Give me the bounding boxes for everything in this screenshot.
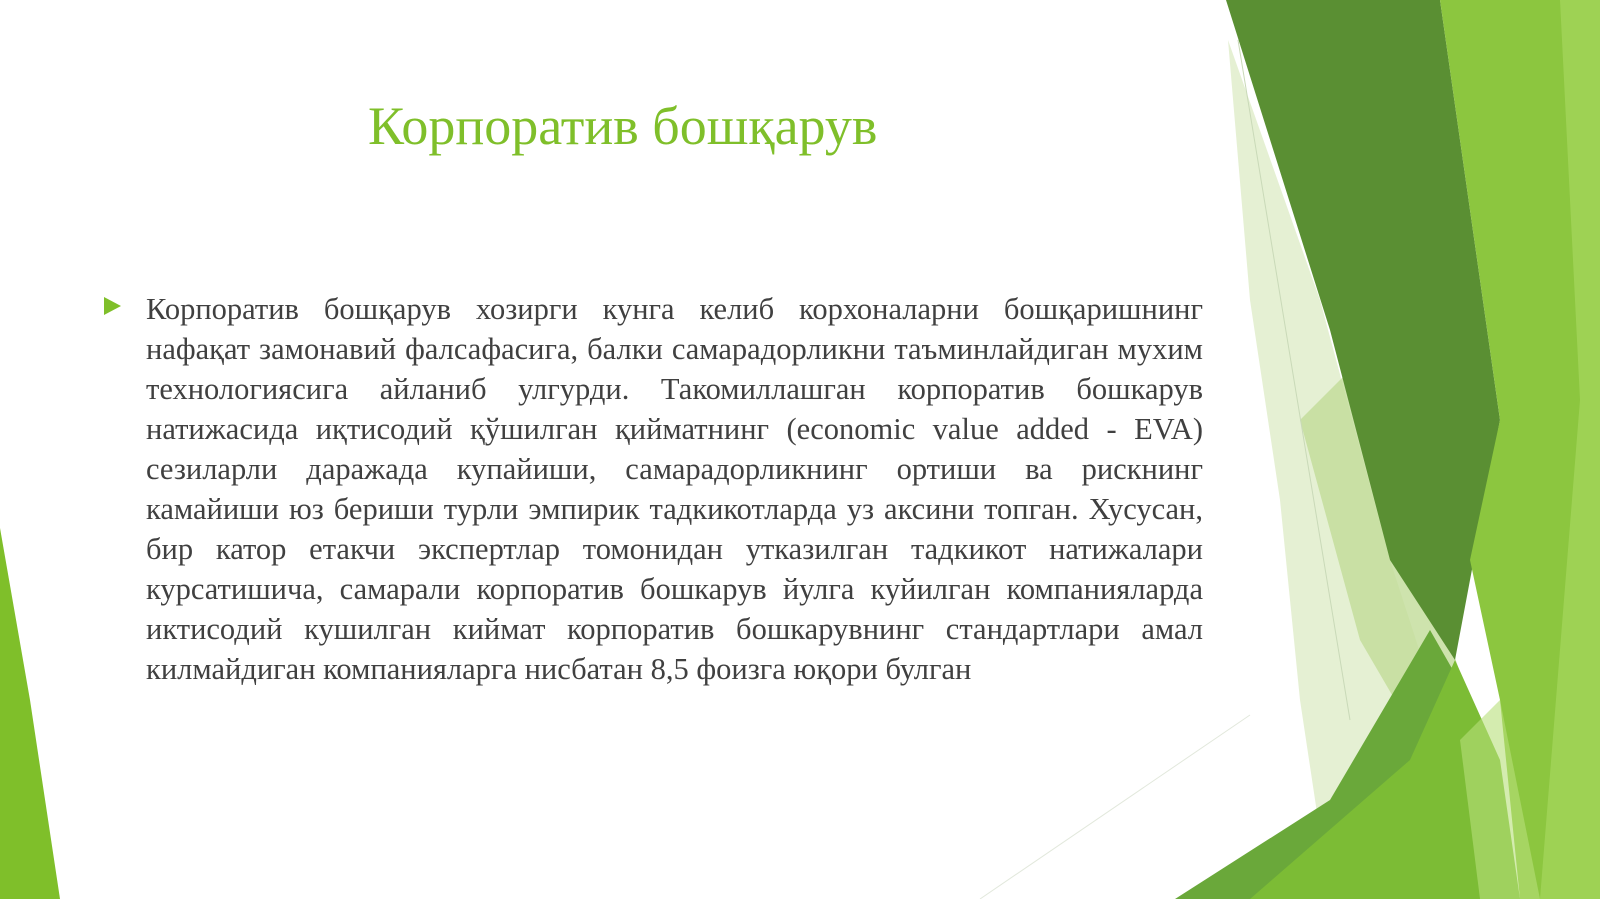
triangle-bullet-icon — [102, 296, 122, 316]
bullet-text: Корпоратив бошқарув хозирги кунга келиб корхоналарни бошқаришнинг нафақат замонавий фалсафасига, балки самарадорликни таъминлайдиган мухим технологиясига айланиб улгурди. Такомиллашган корпоратив бошкарув натижасида иқтисодий қўшилган қийматнинг (economic value added - EVA) сезиларли даражада купайиши, самарадорликнинг ортиши ва рискнинг камайиши юз бериши турли эмпирик тадкикотларда уз аксини топган. Хусусан, бир катор етакчи экспертлар томонидан утказилган тадкикот натижалари курсатишича, самарали корпоратив бошкарув йулга куйилган компанияларда иктисодий кушилган киймат корпоратив бошкарувнинг стандартлари амал килмайдиган компанияларга нисбатан 8,5 фоизга юқори булган — [146, 292, 1203, 686]
slide-title: Корпоратив бошқарув — [368, 96, 878, 156]
guide-line-2 — [980, 715, 1250, 899]
left-accent-shape — [0, 528, 60, 899]
bullet-list — [98, 289, 1208, 689]
list-item — [98, 289, 1208, 689]
